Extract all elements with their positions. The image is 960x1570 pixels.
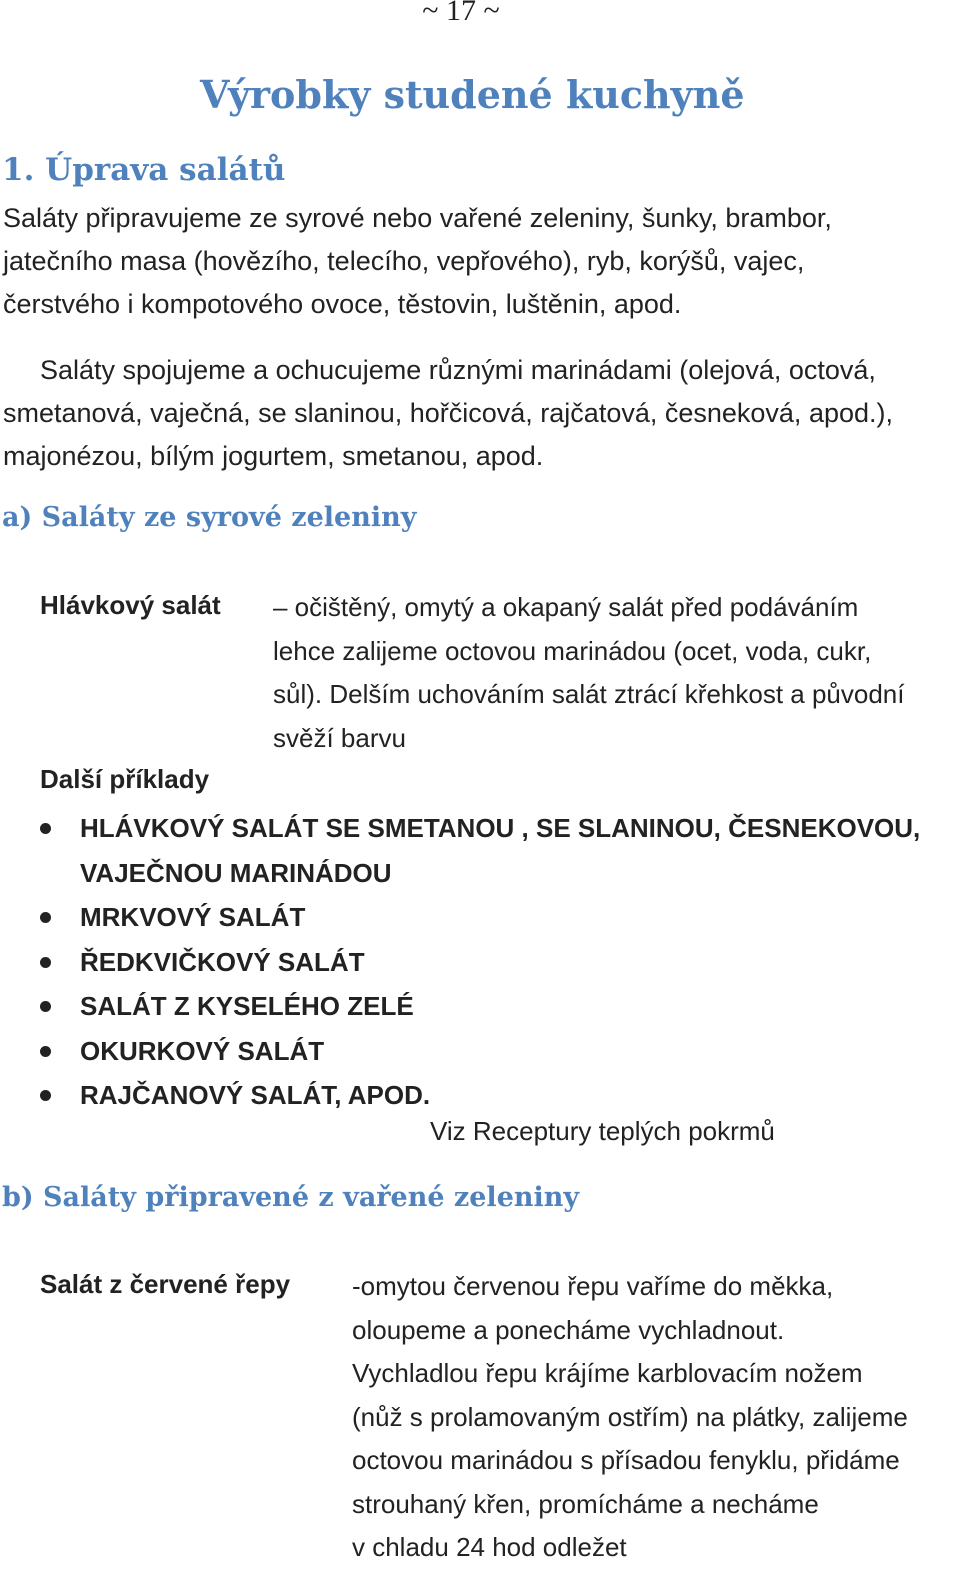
bullet-icon (40, 957, 51, 968)
term-salat-z-cervene-repy-description (352, 1265, 908, 1570)
description-line: strouhaný křen, promícháme a necháme (352, 1488, 819, 1519)
list-item (40, 940, 920, 985)
marinade-line: majonézou, bílým jogurtem, smetanou, apod. (3, 441, 544, 471)
list-item (40, 1029, 920, 1074)
list-item-text: RAJČANOVÝ SALÁT, APOD. (80, 1080, 431, 1110)
list-item-text: OKURKOVÝ SALÁT (80, 1035, 325, 1066)
marinade-paragraph (3, 349, 893, 478)
term-hlavkovy-salat-description (273, 586, 905, 760)
bullet-icon (40, 1001, 51, 1012)
section-heading: 1. Úprava salátů (2, 152, 286, 188)
bullet-icon (40, 1046, 51, 1057)
intro-paragraph (3, 197, 832, 326)
description-line: -omytou červenou řepu vaříme do měkka, (352, 1271, 834, 1301)
term-hlavkovy-salat: Hlávkový salát (40, 590, 221, 620)
bullet-icon (40, 912, 51, 923)
examples-list (40, 806, 920, 1118)
description-line: – očištěný, omytý a okapaný salát před podáváním (273, 592, 859, 622)
list-item-text: ŘEDKVIČKOVÝ SALÁT (80, 946, 365, 977)
list-item-text: VAJEČNOU MARINÁDOU (80, 857, 392, 888)
description-line: lehce zalijeme octovou marinádou (ocet, voda, cukr, (273, 635, 872, 666)
description-line: octovou marinádou s přísadou fenyklu, přidáme (352, 1445, 900, 1475)
description-line: sůl). Delším uchováním salát ztrácí křehkost a původní (273, 679, 905, 709)
examples-label: Další příklady (40, 764, 210, 794)
subsection-a-heading: a) Saláty ze syrové zeleniny (2, 502, 417, 533)
list-item (40, 806, 920, 895)
list-item (40, 984, 920, 1029)
list-item-text: MRKVOVÝ SALÁT (80, 902, 306, 932)
intro-line: čerstvého i kompotového ovoce, těstovin, luštěnin, apod. (3, 289, 682, 319)
intro-line: jatečního masa (hovězího, telecího, vepřového), ryb, korýšů, vajec, (3, 246, 805, 276)
subsection-b-heading: b) Saláty připravené z vařené zeleniny (2, 1182, 580, 1213)
marinade-line: Saláty spojujeme a ochucujeme různými marinádami (olejová, octová, (40, 355, 876, 385)
description-line: (nůž s prolamovaným ostřím) na plátky, zalijeme (352, 1401, 908, 1432)
list-item (40, 895, 920, 940)
list-item-text: HLÁVKOVÝ SALÁT SE SMETANOU , SE SLANINOU, ČESNEKOVOU, (80, 813, 921, 843)
page-title: Výrobky studené kuchyně (200, 72, 745, 117)
intro-line: Saláty připravujeme ze syrové nebo vařené zeleniny, šunky, brambor, (3, 203, 832, 233)
recipe-reference: Viz Receptury teplých pokrmů (430, 1116, 775, 1146)
page-number: ~ 17 ~ (422, 0, 500, 27)
description-line: v chladu 24 hod odležet (352, 1532, 627, 1562)
description-line: svěží barvu (273, 722, 406, 753)
marinade-line: smetanová, vaječná, se slaninou, hořčicová, rajčatová, česneková, apod.), (3, 398, 893, 428)
list-item-text: SALÁT Z KYSELÉHO ZELÉ (80, 991, 414, 1021)
term-salat-z-cervene-repy: Salát z červené řepy (40, 1269, 291, 1299)
bullet-icon (40, 823, 51, 834)
description-line: Vychladlou řepu krájíme karblovacím nožem (352, 1358, 863, 1388)
description-line: oloupeme a ponecháme vychladnout. (352, 1314, 785, 1345)
bullet-icon (40, 1090, 51, 1101)
list-item (40, 1073, 920, 1118)
